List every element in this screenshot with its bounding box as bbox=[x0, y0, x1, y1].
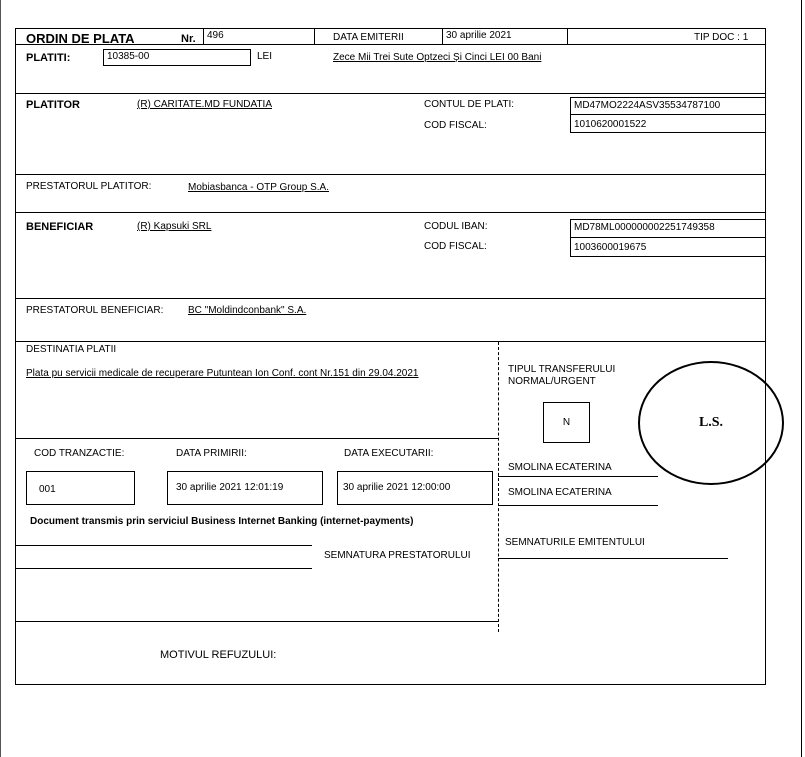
received-date-label: DATA PRIMIRII: bbox=[176, 448, 247, 459]
amount-value: 10385-00 bbox=[103, 49, 251, 66]
destination-label: DESTINATIA PLATII bbox=[26, 344, 117, 355]
vertical-dashed-separator bbox=[498, 342, 499, 632]
transaction-divider bbox=[15, 438, 498, 439]
payer-provider-label: PRESTATORUL PLATITOR: bbox=[26, 181, 152, 192]
beneficiary-fiscal-label: COD FISCAL: bbox=[424, 241, 487, 252]
signature-line bbox=[15, 545, 312, 546]
currency-label: LEI bbox=[257, 51, 273, 62]
section-divider bbox=[15, 212, 766, 213]
beneficiary-provider-label: PRESTATORUL BENEFICIAR: bbox=[26, 305, 164, 316]
amount-label: PLATITI: bbox=[26, 52, 71, 64]
execution-date-label: DATA EXECUTARII: bbox=[344, 448, 434, 459]
doc-type-label: TIP DOC : 1 bbox=[694, 32, 749, 43]
amount-in-words: Zece Mii Trei Sute Optzeci Și Cinci LEI 00 Bani bbox=[333, 52, 542, 63]
beneficiary-label: BENEFICIAR bbox=[26, 221, 94, 233]
transaction-code-value: 001 bbox=[26, 471, 135, 505]
stamp-circle bbox=[638, 361, 784, 485]
signature-line bbox=[498, 476, 658, 477]
header-divider bbox=[15, 44, 766, 45]
page-edge-right bbox=[801, 0, 802, 757]
payer-label: PLATITOR bbox=[26, 99, 80, 111]
issue-date-value: 30 aprilie 2021 bbox=[442, 28, 568, 45]
beneficiary-provider-value: BC "Moldindconbank" S.A. bbox=[188, 305, 307, 316]
payer-account-value: MD47MO2224ASV35534787100 bbox=[570, 97, 766, 115]
beneficiary-name: (R) Kapsuki SRL bbox=[137, 221, 212, 232]
refusal-reason-label: MOTIVUL REFUZULUI: bbox=[160, 649, 277, 661]
beneficiary-fiscal-value: 1003600019675 bbox=[570, 237, 766, 257]
section-divider bbox=[15, 174, 766, 175]
issuer-signatures-label: SEMNATURILE EMITENTULUI bbox=[505, 537, 645, 548]
signatory-name: SMOLINA ECATERINA bbox=[508, 487, 612, 498]
payer-fiscal-value: 1010620001522 bbox=[570, 114, 766, 133]
refusal-divider bbox=[15, 621, 498, 622]
section-divider bbox=[15, 298, 766, 299]
execution-date-value: 30 aprilie 2021 12:00:00 bbox=[337, 471, 493, 505]
provider-signature-label: SEMNATURA PRESTATORULUI bbox=[324, 550, 471, 561]
signatory-name: SMOLINA ECATERINA bbox=[508, 462, 612, 473]
received-date-value: 30 aprilie 2021 12:01:19 bbox=[167, 471, 323, 505]
payer-fiscal-label: COD FISCAL: bbox=[424, 120, 487, 131]
document-title: ORDIN DE PLATA bbox=[26, 31, 135, 46]
transfer-type-value: N bbox=[543, 402, 590, 443]
stamp-label: L.S. bbox=[698, 415, 724, 430]
signature-line bbox=[498, 558, 728, 559]
section-divider bbox=[15, 341, 766, 342]
section-divider bbox=[15, 93, 766, 94]
beneficiary-iban-value: MD78ML000000002251749358 bbox=[570, 219, 766, 238]
number-value: 496 bbox=[203, 28, 315, 45]
destination-value: Plata pu servicii medicale de recuperare Putuntean Ion Conf. cont Nr.151 din 29.04.2021 bbox=[26, 368, 419, 379]
transfer-type-sublabel: NORMAL/URGENT bbox=[508, 376, 596, 387]
beneficiary-iban-label: CODUL IBAN: bbox=[424, 221, 488, 232]
number-label: Nr. bbox=[181, 33, 196, 45]
page-edge-left bbox=[0, 0, 1, 757]
signature-line bbox=[498, 505, 658, 506]
payer-provider-value: Mobiasbanca - OTP Group S.A. bbox=[188, 182, 329, 193]
transmission-notice: Document transmis prin serviciul Business Internet Banking (internet-payments) bbox=[30, 516, 414, 527]
signature-line bbox=[15, 568, 312, 569]
transaction-code-label: COD TRANZACTIE: bbox=[34, 448, 125, 459]
payer-account-label: CONTUL DE PLATI: bbox=[424, 99, 515, 110]
transfer-type-label: TIPUL TRANSFERULUI bbox=[508, 364, 616, 375]
payer-name: (R) CARITATE.MD FUNDATIA bbox=[137, 99, 272, 110]
issue-date-label: DATA EMITERII bbox=[333, 32, 404, 43]
